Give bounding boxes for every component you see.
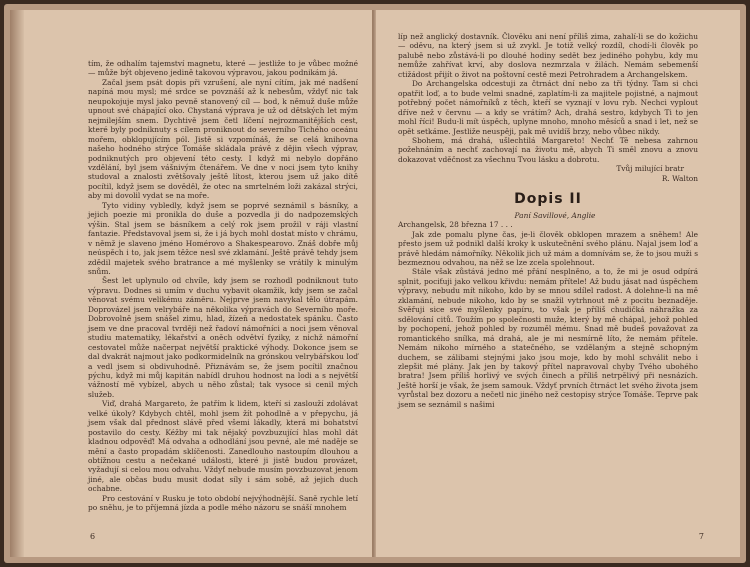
paragraph: Začal jsem psát dopis při vzrušení, ale nyní cítím, jak mé nadšení napíná mou mysl; mé srdce se povznáší až k nebesům, vždyť nic tak neupokojuje mysl jako pevně stanovený cíl — bod, k němuž duše může upnout své chápající oko. Chystaná výprava je už od dětských let mým nejmilejším snem. Dychtivě jsem četl líčení nejrozmanitějších cest, které byly podniknuty s cílem proniknout do severního Tichého oceánu mořem, obklopujícím pól. Jistě si vzpomínáš, že se celá knihovna našeho hodného strýce Tomáše skládala právě z dějin všech výprav, podniknutých pro objevení této cesty. I když mi nebylo dopřáno vzdělání, byl jsem vášnivým čtenářem. Ve dne v noci jsem tyto knihy studoval a znalosti zvětšovaly ještě lítost, kterou jsem už jako dítě pocítil, když jsem se dověděl, že otec na smrtelném loži zakázal strýci, aby mi dovolil vydat se na moře. <box>88 77 358 201</box>
left-page <box>10 10 373 557</box>
chapter-heading: Dopis II <box>514 191 582 208</box>
letter-address: Paní Savillové, Anglie <box>514 210 596 220</box>
letter-closing: Tvůj milující bratr <box>616 164 684 174</box>
paragraph: Stále však zůstává jedno mé přání nesplněno, a to, že mi je osud odpírá splnit, pociťuji jako velkou křivdu: nemám přítele! Až budu jásat nad úspěchem výpravy, nebudu mít nikoho, kdo by se mnou sdílel radost. A dolehne-li na mě zklamání, nebude nikoho, kdo by se snažil vytrhnout mě z pocitu beznaděje. Svěřuji sice své myšlenky papíru, to však je příliš chudičká náhražka za sdělování citů. Toužím po společnosti muže, který by mě chápal, jehož pohled by pochopení, jehož pohled by rozuměl mému. Snad mě budeš považovat za romantického snílka, má drahá, ale je mi nesmírně líto, že nemám přítele. Nemám nikoho mírného a statečného, se vzdělaným a stejně schopným duchem, se zálibami stejnými jako jsou moje, kdo by mohl schválit nebo i zlepšit mé plány. Jak jen by takový přítel napravoval chyby Tvého ubohého bratra! Jsem příliš horlivý ve svých činech a příliš netrpělivý při nesnázích. Ještě horší je však, že jsem samouk. Vždyť prvních čtrnáct let svého života jsem vyrůstal bez dozoru a nečetl nic jiného než cestopisy strýce Tomáše. Teprve pak jsem se seznámil s našimi <box>398 267 698 409</box>
letter-signature: R. Walton <box>661 173 698 183</box>
paragraph: líp než anglický dostavník. Člověku ani není příliš zima, zahalí-li se do kožichu — oděvu, na který jsem si už zvykl. Je totiž velký rozdíl, chodí-li člověk po palubě nebo zůstává-li po dlouhé hodiny sedět bez jediného pohybu, kdy mu nemůže zahřívat krví, aby doslova nezmrzala v žilách. Nemám sebemenší ctižádost přijít o život na poštovní cestě mezi Petrohradem a Archangelskem. <box>398 32 698 79</box>
paragraph: Do Archangelska odcestuji za čtrnáct dní nebo za tři týdny. Tam si chci opatřit loď, a to bude velmi snadné, zaplatím-li za majitele pojistné, a najmout potřebný počet námořníků z těch, kteří se vyznají v lovu ryb. Nechci vyplout dříve než v červnu — a kdy se vrátím? Ach, drahá sestro, kdybych Ti to jen mohl říci! Budu-li mít úspěch, uplyne mnoho, mnoho měsíců a snad i let, než se opět setkáme. Jestliže neuspěji, pak mě uvidíš brzy, nebo vůbec nikdy. <box>398 79 698 136</box>
paragraph: Pro cestování v Rusku je toto období nejvýhodnější. Saně rychle letí po sněhu, je to příjemná jízda a podle mého názoru se snáší mnohem <box>88 493 358 513</box>
paragraph: Jak zde pomalu plyne čas, je-li člověk obklopen mrazem a sněhem! Ale přesto jsem už podnikl další kroky k uskutečnění svého plánu. Najal jsem loď a právě hledám námořníky. Několik jich už mám a domnívám se, že to jsou muži s bezmeznou odvahou, na něž se lze zcela spolehnout. <box>398 229 698 267</box>
book-spread <box>4 4 746 563</box>
paragraph: Šest let uplynulo od chvíle, kdy jsem se rozhodl podniknout tuto výpravu. Dodnes si umím v duchu vybavit okamžik, kdy jsem se začal věnovat svému velikému záměru. Nejprve jsem navykal tělo útrapám. Doprovázel jsem velrybáře na několika výpravách do Severního moře. Dobrovolně jsem snášel zimu, hlad, žízeň a nedostatek spánku. Často jsem ve dne pracoval tvrději než řadoví námořníci a noci jsem věnoval studiu matematiky, lékařství a oněch odvětví fyziky, z nichž námořní cestovatel může načerpat největší praktické výhody. Dokonce jsem se dal dvakrát najmout jako podkormidelník na grónskou velrybářskou loď a vedl jsem si obdivuhodně. Přiznávám se, že jsem pocítil značnou pýchu, když mi můj kapitán nabídl druhou hodnost na lodi a s největší vážností mě vybízel, abych u něho zůstal; tak vysoce si cenil mých služeb. <box>88 276 358 399</box>
letter-date: Archangelsk, 28 března 17 . . . <box>398 220 513 230</box>
right-page-text <box>398 32 698 409</box>
paragraph: Viď, drahá Margareto, že patřím k lidem, kteří si zaslouží zdolávat velké úkoly? Kdybych chtěl, mohl jsem žít pohodlně a v přepychu, já jsem však dal přednost slávě před všemi lákadly, která mi bohatství postavilo do cesty. Kéžby mi tak nějaký povzbuzující hlas mohl dát kladnou odpověď! Má odvaha a odhodlání jsou pevné, ale mé naděje se mění a často propadám sklíčenosti. Zanedlouho nastoupím dlouhou a obtížnou cestu a nečekané události, které ji jistě budou provázet, vyžadují si celou mou odvahu. Vždyť nebude musím povzbuzovat jenom jiné, ale občas budu musit dodat síly i sám sobě, až jejich duch ochabne. <box>88 399 358 494</box>
page-number: 7 <box>698 532 704 541</box>
paragraph: Sbohem, má drahá, ušlechtilá Margareto! Nechť Tě nebesa zahrnou požehnáním a nechť zachovají na životu mě, abych Ti směl znovu a znovu dokazovat vděčnost za všechnu Tvou lásku a dobrotu. <box>398 135 698 164</box>
page-number: 6 <box>90 532 96 541</box>
paragraph: tím, že odhalím tajemství magnetu, které — jestliže to je vůbec možné — může být objeveno jedině takovou výpravou, jakou podnikám já. <box>88 59 358 78</box>
right-page <box>376 10 740 557</box>
paragraph: Tyto vidiny vybledly, když jsem se poprvé seznámil s básníky, a jejich poezie mi pronikla do duše a pozvedla ji do nadpozemských výšin. Stal jsem se básníkem a celý rok jsem prožil v ráji vlastní fantazie. Představoval jsem si, že i já bych mohl dostat místo v chrámu, v němž je slaveno jméno Homérovo a Shakespearovo. Znáš dobře můj neúspěch i to, jak jsem těžce nesl své zklamání. Ještě právě tehdy jsem zdědil majetek svého bratrance a mé myšlenky se vrátily k minulým snům. <box>88 200 358 276</box>
left-page-text <box>88 59 358 513</box>
